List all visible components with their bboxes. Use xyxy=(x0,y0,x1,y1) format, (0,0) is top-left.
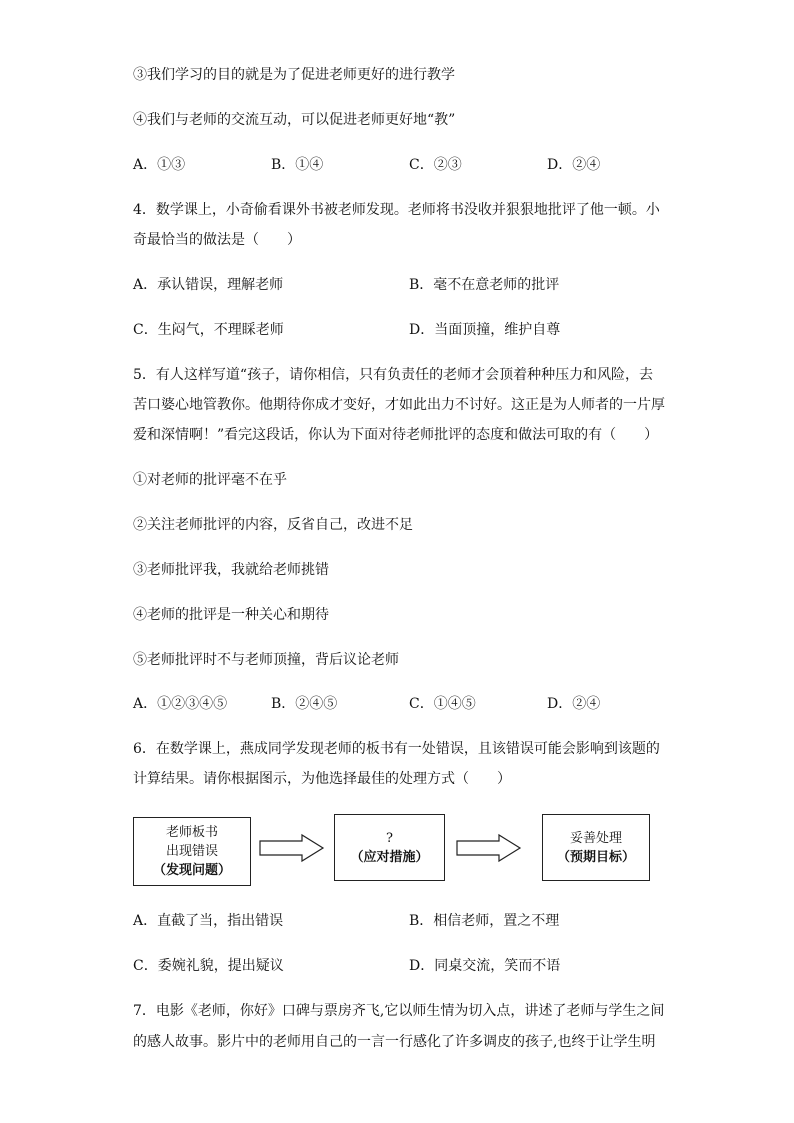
q4-stem-line-2: 奇最恰当的做法是（ ） xyxy=(133,232,301,248)
q6-option-c: C．委婉礼貌，提出疑议 xyxy=(133,958,284,974)
q4-option-a: A．承认错误，理解老师 xyxy=(133,277,284,293)
q5-stem-line-1: 5．有人这样写道“孩子，请你相信，只有负责任的老师才会顶着种种压力和风险，去 xyxy=(133,367,654,383)
box3-line-1: 妥善处理 xyxy=(569,830,622,846)
q5-option-b: B．②④⑤ xyxy=(271,696,338,712)
q4-stem-line-1: 4．数学课上，小奇偷看课外书被老师发现。老师将书没收并狠狠地批评了他一顿。小 xyxy=(133,202,660,218)
q5-stem-line-3: 爱和深情啊！”看完这段话，你认为下面对待老师批评的态度和做法可取的有（ ） xyxy=(133,427,659,443)
q4-option-d: D．当面顶撞，维护自尊 xyxy=(409,322,561,338)
box1-line-1: 老师板书 xyxy=(165,825,218,840)
box1-line-3: （发现问题） xyxy=(152,863,231,878)
q6-stem-line-1: 6．在数学课上，燕成同学发现老师的板书有一处错误，且该错误可能会影响到该题的 xyxy=(133,741,660,757)
arrow-right-icon xyxy=(258,833,326,863)
q6-option-b: B．相信老师，置之不理 xyxy=(409,913,560,929)
q5-item-3: ③老师批评我，我就给老师挑错 xyxy=(133,562,329,578)
q6-option-d: D．同桌交流，笑而不语 xyxy=(409,958,561,974)
diagram-box-discover-problem xyxy=(133,817,251,886)
q5-item-1: ①对老师的批评毫不在乎 xyxy=(133,472,287,488)
diagram-box-expected-goal xyxy=(542,814,650,881)
box2-line-1: ? xyxy=(386,830,393,846)
q6-option-a: A．直截了当，指出错误 xyxy=(133,913,284,929)
q3-item-4: ④我们与老师的交流互动，可以促进老师更好地“教” xyxy=(133,112,456,128)
box3-line-2: （预期目标） xyxy=(556,849,635,865)
q3-option-d: D．②④ xyxy=(547,157,601,173)
box2-line-2: （应对措施） xyxy=(350,849,429,865)
q7-stem-line-1: 7．电影《老师，你好》口碑与票房齐飞,它以师生情为切入点，讲述了老师与学生之间 xyxy=(133,1003,665,1019)
q5-item-2: ②关注老师批评的内容，反省自己，改进不足 xyxy=(133,517,413,533)
q5-item-5: ⑤老师批评时不与老师顶撞，背后议论老师 xyxy=(133,652,399,668)
q5-option-a: A．①②③④⑤ xyxy=(133,696,228,712)
q4-option-c: C．生闷气，不理睬老师 xyxy=(133,322,284,338)
q5-stem-line-2: 苦口婆心地管教你。他期待你成才变好，才如此出力不讨好。这正是为人师者的一片厚 xyxy=(133,397,665,413)
q6-stem-line-2: 计算结果。请你根据图示，为他选择最佳的处理方式（ ） xyxy=(133,771,511,787)
arrow-right-icon xyxy=(455,833,523,863)
q3-option-c: C．②③ xyxy=(409,157,462,173)
box1-line-2: 出现错误 xyxy=(165,844,218,859)
q5-option-d: D．②④ xyxy=(547,696,601,712)
q3-option-a: A．①③ xyxy=(133,157,186,173)
q3-option-b: B．①④ xyxy=(271,157,324,173)
q3-item-3: ③我们学习的目的就是为了促进老师更好的进行教学 xyxy=(133,67,455,83)
q5-item-4: ④老师的批评是一种关心和期待 xyxy=(133,607,329,623)
diagram-box-response-measure xyxy=(334,814,445,881)
q4-option-b: B．毫不在意老师的批评 xyxy=(409,277,560,293)
q5-option-c: C．①④⑤ xyxy=(409,696,476,712)
q7-stem-line-2: 的感人故事。影片中的老师用自己的一言一行感化了许多调皮的孩子,也终于让学生明 xyxy=(133,1034,656,1050)
